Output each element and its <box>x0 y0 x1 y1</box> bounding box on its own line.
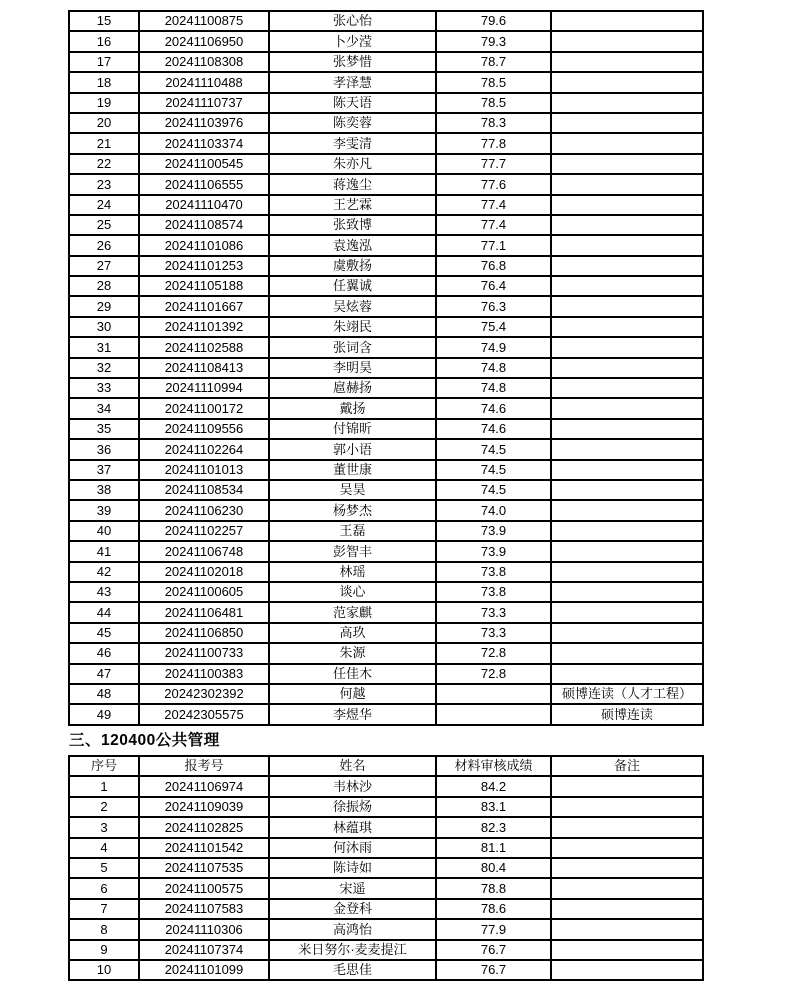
score-cell: 77.1 <box>436 235 551 255</box>
name-cell: 高鸿怡 <box>269 919 436 939</box>
score-cell: 73.9 <box>436 541 551 561</box>
remark-cell <box>551 256 703 276</box>
name-cell: 王艺霖 <box>269 195 436 215</box>
score-cell: 78.8 <box>436 878 551 898</box>
score-cell: 73.3 <box>436 602 551 622</box>
rank-cell: 29 <box>69 296 139 316</box>
application-number-cell: 20241101086 <box>139 235 269 255</box>
remark-cell: 硕博连读（人才工程） <box>551 684 703 704</box>
table-row <box>69 623 703 643</box>
application-number-cell: 20241102018 <box>139 562 269 582</box>
remark-cell <box>551 899 703 919</box>
table-row <box>69 500 703 520</box>
application-number-cell: 20241101013 <box>139 460 269 480</box>
name-cell: 蒋逸尘 <box>269 174 436 194</box>
application-number-cell: 20241110470 <box>139 195 269 215</box>
score-cell: 77.8 <box>436 133 551 153</box>
table-row <box>69 562 703 582</box>
rank-cell: 6 <box>69 878 139 898</box>
application-number-cell: 20241110994 <box>139 378 269 398</box>
rank-cell: 22 <box>69 154 139 174</box>
score-cell: 74.6 <box>436 419 551 439</box>
application-number-cell: 20241101667 <box>139 296 269 316</box>
name-cell: 吴炫蓉 <box>269 296 436 316</box>
name-cell: 宋遥 <box>269 878 436 898</box>
application-number-cell: 20241102264 <box>139 439 269 459</box>
application-number-cell: 20241106974 <box>139 776 269 796</box>
rank-cell: 26 <box>69 235 139 255</box>
application-number-cell: 20241106748 <box>139 541 269 561</box>
application-number-cell: 20242305575 <box>139 704 269 724</box>
table-row <box>69 643 703 663</box>
score-cell: 73.9 <box>436 521 551 541</box>
table-row <box>69 776 703 796</box>
application-number-cell: 20241103374 <box>139 133 269 153</box>
name-cell: 张词含 <box>269 337 436 357</box>
score-cell: 77.7 <box>436 154 551 174</box>
table-row <box>69 154 703 174</box>
table-row <box>69 838 703 858</box>
rank-cell: 42 <box>69 562 139 582</box>
rank-cell: 48 <box>69 684 139 704</box>
table-row <box>69 215 703 235</box>
application-number-cell: 20241108413 <box>139 358 269 378</box>
table-row <box>69 960 703 980</box>
remark-cell <box>551 398 703 418</box>
score-cell: 78.5 <box>436 72 551 92</box>
rank-cell: 41 <box>69 541 139 561</box>
remark-cell <box>551 11 703 31</box>
table-row <box>69 195 703 215</box>
rank-cell: 25 <box>69 215 139 235</box>
table-row <box>69 31 703 51</box>
name-cell: 袁逸泓 <box>269 235 436 255</box>
score-cell: 72.8 <box>436 664 551 684</box>
name-cell: 扈赫扬 <box>269 378 436 398</box>
rank-cell: 43 <box>69 582 139 602</box>
score-cell: 77.4 <box>436 195 551 215</box>
score-cell <box>436 704 551 724</box>
remark-cell <box>551 378 703 398</box>
score-cell: 76.8 <box>436 256 551 276</box>
rank-cell: 40 <box>69 521 139 541</box>
rank-cell: 8 <box>69 919 139 939</box>
rank-cell: 16 <box>69 31 139 51</box>
application-number-cell: 20241105188 <box>139 276 269 296</box>
application-number-cell: 20241108534 <box>139 480 269 500</box>
name-cell: 吴昊 <box>269 480 436 500</box>
name-cell: 林瑶 <box>269 562 436 582</box>
remark-cell <box>551 817 703 837</box>
score-cell: 82.3 <box>436 817 551 837</box>
score-cell: 74.9 <box>436 337 551 357</box>
remark-cell <box>551 133 703 153</box>
application-number-cell: 20241102257 <box>139 521 269 541</box>
table-row <box>69 582 703 602</box>
application-number-cell: 20241100733 <box>139 643 269 663</box>
remark-cell <box>551 562 703 582</box>
score-cell: 74.8 <box>436 378 551 398</box>
table-row <box>69 899 703 919</box>
rank-cell: 30 <box>69 317 139 337</box>
application-number-cell: 20241107374 <box>139 940 269 960</box>
rank-cell: 17 <box>69 52 139 72</box>
score-cell <box>436 684 551 704</box>
remark-cell <box>551 174 703 194</box>
table-row <box>69 878 703 898</box>
score-cell: 81.1 <box>436 838 551 858</box>
score-cell: 73.8 <box>436 562 551 582</box>
table-row <box>69 235 703 255</box>
table-row <box>69 398 703 418</box>
name-cell: 林蕴琪 <box>269 817 436 837</box>
application-number-cell: 20241110488 <box>139 72 269 92</box>
rank-cell: 23 <box>69 174 139 194</box>
name-cell: 徐振炀 <box>269 797 436 817</box>
table-row <box>69 358 703 378</box>
application-number-cell: 20242302392 <box>139 684 269 704</box>
column-header: 序号 <box>69 756 139 776</box>
score-cell: 76.4 <box>436 276 551 296</box>
remark-cell <box>551 480 703 500</box>
column-header: 材料审核成绩 <box>436 756 551 776</box>
remark-cell <box>551 797 703 817</box>
remark-cell <box>551 776 703 796</box>
name-cell: 李煜华 <box>269 704 436 724</box>
application-number-cell: 20241100383 <box>139 664 269 684</box>
application-number-cell: 20241110737 <box>139 93 269 113</box>
remark-cell <box>551 940 703 960</box>
table-row <box>69 419 703 439</box>
score-cell: 76.3 <box>436 296 551 316</box>
name-cell: 李雯清 <box>269 133 436 153</box>
score-cell: 80.4 <box>436 858 551 878</box>
rank-cell: 1 <box>69 776 139 796</box>
table-row <box>69 113 703 133</box>
rank-cell: 7 <box>69 899 139 919</box>
name-cell: 任佳木 <box>269 664 436 684</box>
name-cell: 朱亦凡 <box>269 154 436 174</box>
name-cell: 高玖 <box>269 623 436 643</box>
rank-cell: 9 <box>69 940 139 960</box>
score-cell: 78.5 <box>436 93 551 113</box>
rank-cell: 36 <box>69 439 139 459</box>
name-cell: 彭智丰 <box>269 541 436 561</box>
application-number-cell: 20241107583 <box>139 899 269 919</box>
remark-cell <box>551 838 703 858</box>
table-row <box>69 296 703 316</box>
table-row <box>69 276 703 296</box>
table-row <box>69 684 703 704</box>
score-cell: 78.7 <box>436 52 551 72</box>
score-cell: 74.5 <box>436 460 551 480</box>
application-number-cell: 20241100172 <box>139 398 269 418</box>
application-number-cell: 20241102588 <box>139 337 269 357</box>
score-cell: 76.7 <box>436 940 551 960</box>
application-number-cell: 20241102825 <box>139 817 269 837</box>
application-number-cell: 20241107535 <box>139 858 269 878</box>
rank-cell: 33 <box>69 378 139 398</box>
rank-cell: 27 <box>69 256 139 276</box>
rank-cell: 31 <box>69 337 139 357</box>
score-cell: 77.6 <box>436 174 551 194</box>
table-row <box>69 480 703 500</box>
table-row <box>69 460 703 480</box>
rank-cell: 24 <box>69 195 139 215</box>
application-number-cell: 20241100545 <box>139 154 269 174</box>
application-number-cell: 20241101253 <box>139 256 269 276</box>
rank-cell: 46 <box>69 643 139 663</box>
rank-cell: 49 <box>69 704 139 724</box>
score-cell: 74.5 <box>436 439 551 459</box>
table-row <box>69 439 703 459</box>
rank-cell: 35 <box>69 419 139 439</box>
remark-cell <box>551 878 703 898</box>
name-cell: 李明昊 <box>269 358 436 378</box>
application-number-cell: 20241101099 <box>139 960 269 980</box>
score-cell: 79.6 <box>436 11 551 31</box>
remark-cell <box>551 919 703 939</box>
score-cell: 83.1 <box>436 797 551 817</box>
name-cell: 董世康 <box>269 460 436 480</box>
name-cell: 米日努尔·麦麦提江 <box>269 940 436 960</box>
table-row <box>69 940 703 960</box>
score-table-rows-15-49 <box>68 10 704 726</box>
score-cell: 78.3 <box>436 113 551 133</box>
rank-cell: 2 <box>69 797 139 817</box>
score-cell: 79.3 <box>436 31 551 51</box>
remark-cell <box>551 195 703 215</box>
score-cell: 73.8 <box>436 582 551 602</box>
rank-cell: 44 <box>69 602 139 622</box>
table-row <box>69 72 703 92</box>
name-cell: 戴扬 <box>269 398 436 418</box>
application-number-cell: 20241101392 <box>139 317 269 337</box>
table-row <box>69 133 703 153</box>
name-cell: 付锦昕 <box>269 419 436 439</box>
score-cell: 75.4 <box>436 317 551 337</box>
table-row <box>69 602 703 622</box>
remark-cell <box>551 960 703 980</box>
section-heading: 三、120400公共管理 <box>69 732 220 749</box>
rank-cell: 38 <box>69 480 139 500</box>
rank-cell: 18 <box>69 72 139 92</box>
remark-cell <box>551 72 703 92</box>
application-number-cell: 20241103976 <box>139 113 269 133</box>
remark-cell <box>551 623 703 643</box>
name-cell: 任翼诚 <box>269 276 436 296</box>
header-row <box>69 756 703 776</box>
score-cell: 74.8 <box>436 358 551 378</box>
remark-cell <box>551 858 703 878</box>
name-cell: 卜少滢 <box>269 31 436 51</box>
rank-cell: 32 <box>69 358 139 378</box>
remark-cell: 硕博连读 <box>551 704 703 724</box>
remark-cell <box>551 296 703 316</box>
remark-cell <box>551 215 703 235</box>
table-row <box>69 174 703 194</box>
remark-cell <box>551 93 703 113</box>
column-header: 备注 <box>551 756 703 776</box>
column-header: 姓名 <box>269 756 436 776</box>
application-number-cell: 20241106481 <box>139 602 269 622</box>
table-row <box>69 11 703 31</box>
name-cell: 朱源 <box>269 643 436 663</box>
name-cell: 张心怡 <box>269 11 436 31</box>
application-number-cell: 20241106950 <box>139 31 269 51</box>
table-row <box>69 541 703 561</box>
public-administration-score-table <box>68 755 704 981</box>
application-number-cell: 20241100875 <box>139 11 269 31</box>
rank-cell: 19 <box>69 93 139 113</box>
rank-cell: 5 <box>69 858 139 878</box>
score-cell: 78.6 <box>436 899 551 919</box>
remark-cell <box>551 541 703 561</box>
name-cell: 朱翊民 <box>269 317 436 337</box>
table-row <box>69 704 703 724</box>
rank-cell: 21 <box>69 133 139 153</box>
remark-cell <box>551 664 703 684</box>
application-number-cell: 20241109556 <box>139 419 269 439</box>
name-cell: 范家麒 <box>269 602 436 622</box>
name-cell: 何越 <box>269 684 436 704</box>
column-header: 报考号 <box>139 756 269 776</box>
remark-cell <box>551 337 703 357</box>
remark-cell <box>551 439 703 459</box>
name-cell: 陈诗如 <box>269 858 436 878</box>
application-number-cell: 20241100575 <box>139 878 269 898</box>
application-number-cell: 20241106230 <box>139 500 269 520</box>
table-row <box>69 337 703 357</box>
name-cell: 何沐雨 <box>269 838 436 858</box>
name-cell: 陈天语 <box>269 93 436 113</box>
table-row <box>69 817 703 837</box>
remark-cell <box>551 602 703 622</box>
table-row <box>69 52 703 72</box>
name-cell: 毛思佳 <box>269 960 436 980</box>
rank-cell: 37 <box>69 460 139 480</box>
application-number-cell: 20241108574 <box>139 215 269 235</box>
score-cell: 73.3 <box>436 623 551 643</box>
rank-cell: 3 <box>69 817 139 837</box>
rank-cell: 34 <box>69 398 139 418</box>
score-cell: 84.2 <box>436 776 551 796</box>
name-cell: 杨梦杰 <box>269 500 436 520</box>
remark-cell <box>551 276 703 296</box>
score-cell: 74.0 <box>436 500 551 520</box>
table-row <box>69 919 703 939</box>
name-cell: 张梦惜 <box>269 52 436 72</box>
remark-cell <box>551 358 703 378</box>
remark-cell <box>551 52 703 72</box>
application-number-cell: 20241108308 <box>139 52 269 72</box>
table-row <box>69 664 703 684</box>
remark-cell <box>551 419 703 439</box>
table-row <box>69 317 703 337</box>
name-cell: 孝泽慧 <box>269 72 436 92</box>
rank-cell: 39 <box>69 500 139 520</box>
name-cell: 金登科 <box>269 899 436 919</box>
remark-cell <box>551 643 703 663</box>
score-cell: 76.7 <box>436 960 551 980</box>
name-cell: 王磊 <box>269 521 436 541</box>
remark-cell <box>551 521 703 541</box>
application-number-cell: 20241101542 <box>139 838 269 858</box>
score-cell: 74.6 <box>436 398 551 418</box>
rank-cell: 28 <box>69 276 139 296</box>
score-cell: 74.5 <box>436 480 551 500</box>
name-cell: 谈心 <box>269 582 436 602</box>
name-cell: 张致博 <box>269 215 436 235</box>
remark-cell <box>551 113 703 133</box>
application-number-cell: 20241106850 <box>139 623 269 643</box>
rank-cell: 45 <box>69 623 139 643</box>
remark-cell <box>551 31 703 51</box>
score-cell: 77.9 <box>436 919 551 939</box>
name-cell: 韦林沙 <box>269 776 436 796</box>
application-number-cell: 20241110306 <box>139 919 269 939</box>
remark-cell <box>551 154 703 174</box>
table-row <box>69 858 703 878</box>
table-row <box>69 378 703 398</box>
application-number-cell: 20241106555 <box>139 174 269 194</box>
rank-cell: 4 <box>69 838 139 858</box>
rank-cell: 15 <box>69 11 139 31</box>
remark-cell <box>551 500 703 520</box>
rank-cell: 10 <box>69 960 139 980</box>
table-row <box>69 797 703 817</box>
remark-cell <box>551 460 703 480</box>
name-cell: 陈奕蓉 <box>269 113 436 133</box>
rank-cell: 20 <box>69 113 139 133</box>
application-number-cell: 20241109039 <box>139 797 269 817</box>
table-row <box>69 93 703 113</box>
score-cell: 77.4 <box>436 215 551 235</box>
table-row <box>69 256 703 276</box>
name-cell: 郭小语 <box>269 439 436 459</box>
score-cell: 72.8 <box>436 643 551 663</box>
application-number-cell: 20241100605 <box>139 582 269 602</box>
rank-cell: 47 <box>69 664 139 684</box>
table-row <box>69 521 703 541</box>
name-cell: 虞敷扬 <box>269 256 436 276</box>
remark-cell <box>551 317 703 337</box>
remark-cell <box>551 235 703 255</box>
remark-cell <box>551 582 703 602</box>
